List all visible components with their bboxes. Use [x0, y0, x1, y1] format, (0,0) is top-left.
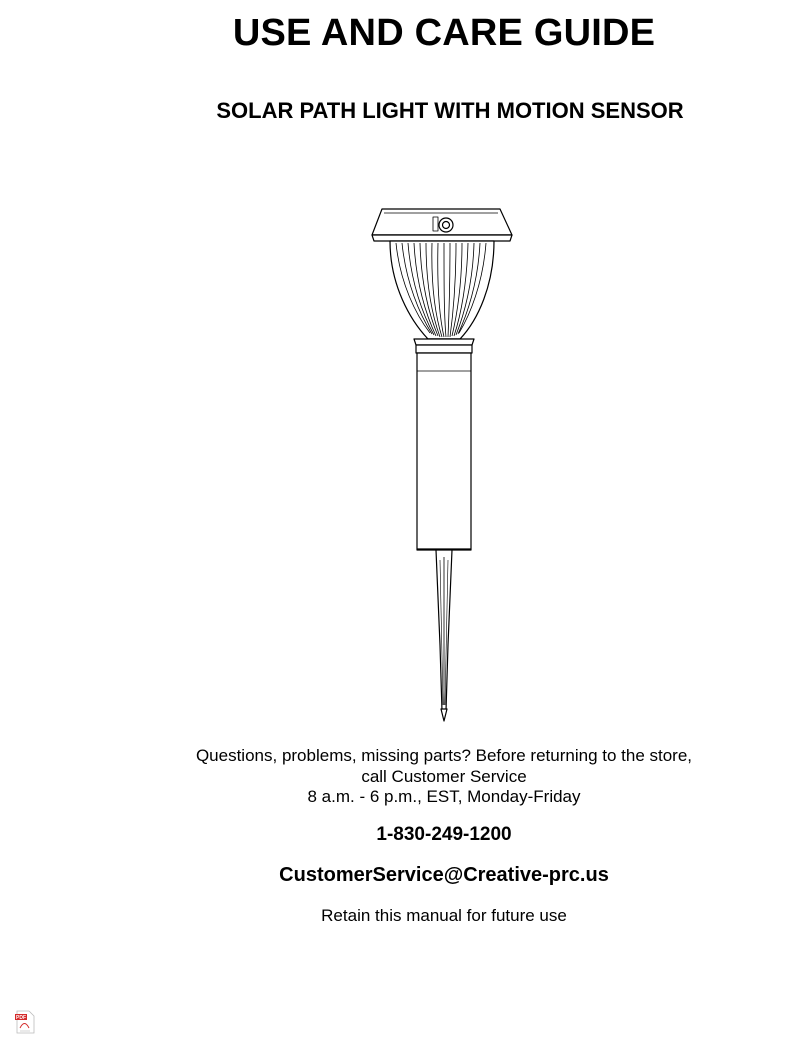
- light-collar: [414, 339, 474, 353]
- solar-path-light-illustration: [360, 205, 528, 725]
- ground-stake: [436, 550, 452, 721]
- customer-service-phone: 1-830-249-1200: [376, 824, 512, 845]
- document-subtitle: SOLAR PATH LIGHT WITH MOTION SENSOR: [216, 98, 684, 123]
- questions-line: Questions, problems, missing parts? Before returning to the store,: [195, 746, 693, 765]
- customer-service-email: CustomerService@Creative-prc.us: [279, 864, 609, 886]
- solar-cap: [372, 209, 512, 241]
- customer-service-info: [0, 746, 808, 808]
- light-tube: [417, 353, 471, 550]
- pdf-file-icon: [14, 1010, 36, 1034]
- retain-manual-note: Retain this manual for future use: [321, 906, 567, 925]
- service-hours-line: 8 a.m. - 6 p.m., EST, Monday-Friday: [307, 787, 581, 806]
- document-title: USE AND CARE GUIDE: [232, 12, 656, 54]
- pdf-badge-label: PDF: [16, 1015, 26, 1021]
- call-service-line: call Customer Service: [361, 766, 527, 786]
- ribbed-lamp-shade: [390, 241, 494, 339]
